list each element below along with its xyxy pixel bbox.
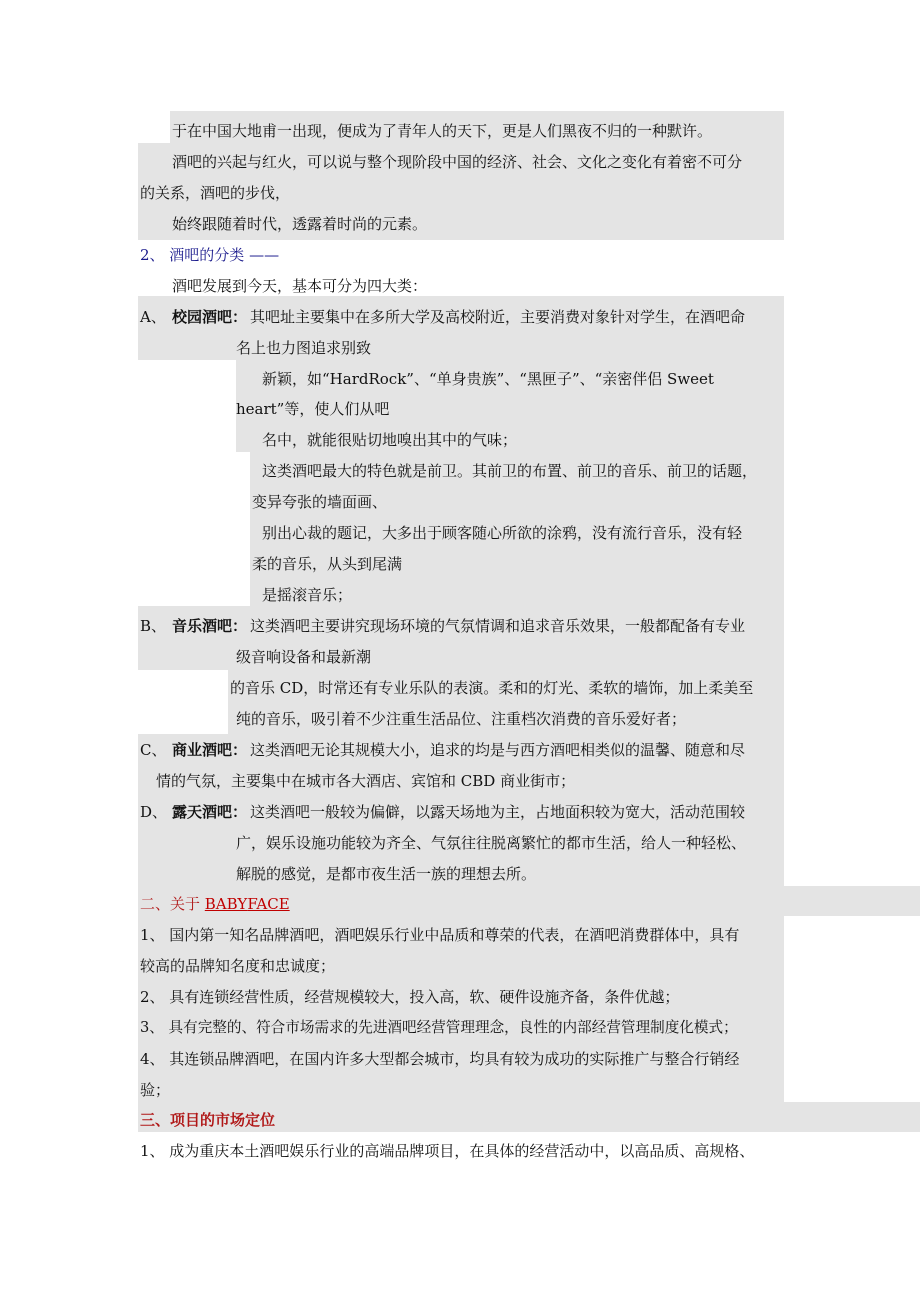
intro-line: 于在中国大地甫一出现，便成为了青年人的天下，更是人们黑夜不归的一种默许。: [172, 122, 713, 140]
list-item: 验；: [140, 1081, 171, 1099]
list-item: 1、 国内第一知名品牌酒吧，酒吧娱乐行业中品质和尊荣的代表，在酒吧消费群体中，具有: [140, 926, 740, 944]
list-marker: C、: [140, 741, 167, 759]
category-text: 变异夸张的墙面画、: [252, 493, 388, 511]
category-text: 的音乐 CD，时常还有专业乐队的表演。柔和的灯光、柔软的墙饰，加上柔美至: [230, 679, 754, 697]
category-text: 解脱的感觉，是都市夜生活一族的理想去所。: [236, 865, 537, 883]
category-text: 名上也力图追求别致: [236, 339, 372, 357]
category-text: 柔的音乐，从头到尾满: [252, 555, 403, 573]
list-marker: A、: [140, 308, 166, 326]
category-text: 是摇滚音乐；: [262, 586, 353, 604]
category-text: 其吧址主要集中在多所大学及高校附近，主要消费对象针对学生，在酒吧命: [250, 308, 746, 326]
category-text: 纯的音乐，吸引着不少注重生活品位、注重档次消费的音乐爱好者；: [236, 710, 687, 728]
section-intro: 酒吧发展到今天，基本可分为四大类：: [172, 277, 428, 295]
babyface-link-suffix[interactable]: FACE: [247, 895, 290, 913]
category-text: 别出心裁的题记，大多出于顾客随心所欲的涂鸦，没有流行音乐，没有轻: [262, 524, 743, 542]
category-text: 情的气氛，主要集中在城市各大酒店、宾馆和 CBD 商业街市；: [156, 772, 576, 790]
category-text: 这类酒吧一般较为偏僻，以露天场地为主，占地面积较为宽大，活动范围较: [250, 803, 746, 821]
category-text: 级音响设备和最新潮: [236, 648, 372, 666]
intro-line: 酒吧的兴起与红火，可以说与整个现阶段中国的经济、社会、文化之变化有着密不可分: [172, 153, 743, 171]
list-marker: D、: [140, 803, 168, 821]
category-text: 这类酒吧最大的特色就是前卫。其前卫的布置、前卫的音乐、前卫的话题，: [262, 462, 758, 480]
list-item: 4、 其连锁品牌酒吧，在国内许多大型都会城市，均具有较为成功的实际推广与整合行销经: [140, 1050, 740, 1068]
list-item: 1、 成为重庆本土酒吧娱乐行业的高端品牌项目，在具体的经营活动中，以高品质、高规格、: [140, 1142, 755, 1160]
category-title: 校园酒吧：: [172, 308, 248, 326]
list-item: 较高的品牌知名度和忠诚度；: [140, 957, 336, 975]
section-heading: [140, 894, 290, 916]
babyface-link[interactable]: BABY: [204, 895, 248, 913]
list-item: 2、 具有连锁经营性质，经营规模较大，投入高，软、硬件设施齐备，条件优越；: [140, 988, 680, 1006]
category-text: heart”等，使人们从吧: [236, 400, 390, 418]
heading-prefix: 二、关于: [140, 895, 205, 913]
category-title: 音乐酒吧：: [172, 617, 248, 635]
category-text: 这类酒吧无论其规模大小，追求的均是与西方酒吧相类似的温馨、随意和尽: [250, 741, 746, 759]
category-text: 广，娱乐设施功能较为齐全、气氛往往脱离繁忙的都市生活，给人一种轻松、: [236, 834, 747, 852]
category-text: 名中，就能很贴切地嗅出其中的气味；: [262, 431, 518, 449]
category-title: 露天酒吧：: [172, 803, 248, 821]
list-marker: B、: [140, 617, 167, 635]
section-heading: 2、 酒吧的分类 ——: [140, 246, 280, 264]
section-heading: 三、项目的市场定位: [140, 1111, 276, 1129]
list-item: 3、 具有完整的、符合市场需求的先进酒吧经营管理理念，良性的内部经营管理制度化模式；: [140, 1019, 738, 1036]
category-text: 新颖，如“HardRock”、“单身贵族”、“黑匣子”、“亲密伴侣 Sweet: [262, 370, 714, 388]
intro-line: 始终跟随着时代，透露着时尚的元素。: [172, 215, 428, 233]
category-text: 这类酒吧主要讲究现场环境的气氛情调和追求音乐效果，一般都配备有专业: [250, 617, 746, 635]
category-title: 商业酒吧：: [172, 741, 248, 759]
intro-line: 的关系，酒吧的步伐，: [140, 184, 291, 202]
